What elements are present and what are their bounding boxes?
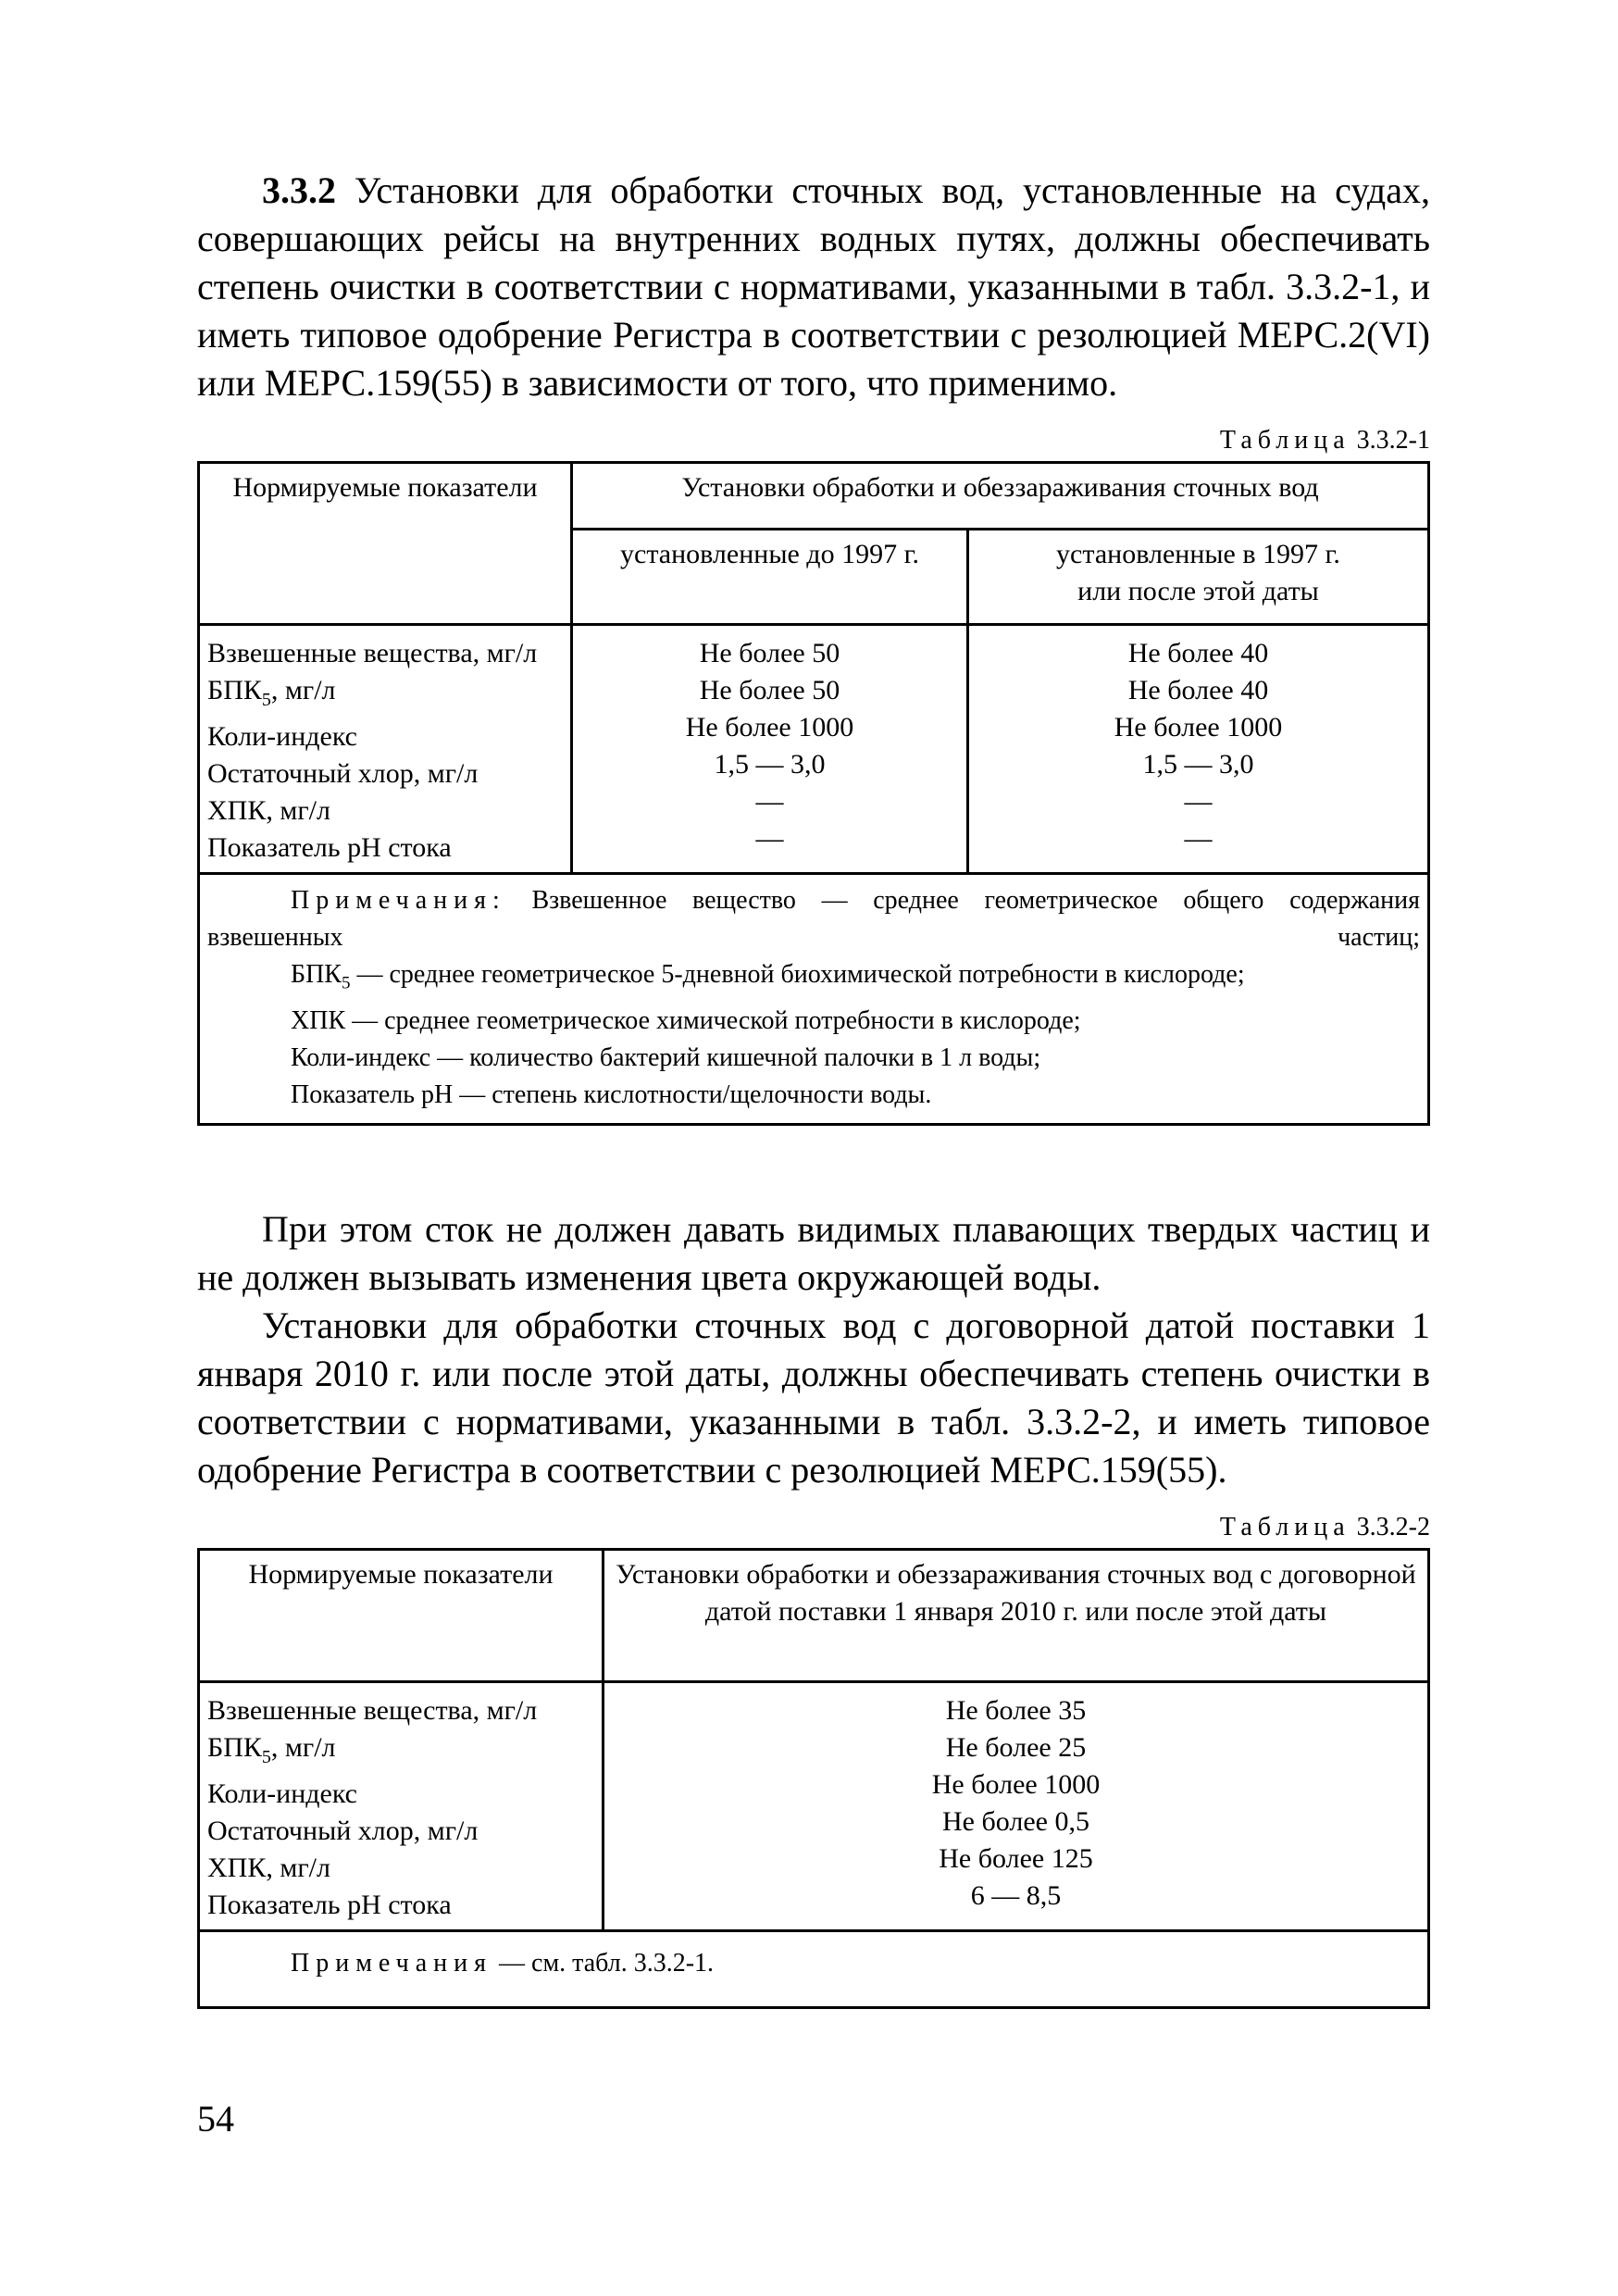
table1-after-1997-cell	[968, 625, 1429, 874]
table2-notes	[199, 1930, 1429, 2007]
table1-param: ХПК, мг/л	[207, 795, 330, 826]
document-page	[197, 167, 1430, 2009]
table1-param: Коли-индекс	[207, 721, 357, 752]
table2-value: Не более 35	[945, 1694, 1087, 1726]
table2-param: ХПК, мг/л	[207, 1852, 330, 1883]
table2-param-main: БПК	[207, 1731, 262, 1763]
table1-col1-header: Нормируемые показатели	[199, 463, 572, 625]
table1-col3-header	[968, 530, 1429, 625]
table1-caption-word: Таблица	[1219, 426, 1350, 455]
table1-param	[207, 672, 563, 718]
table1-before-1997-cell	[572, 625, 968, 874]
table1-value: Не более 50	[699, 675, 840, 705]
table1-col3-header-line1: установленные в 1997 г.	[1056, 539, 1340, 569]
table1-value: 1,5 — 3,0	[714, 749, 826, 780]
table1-param-tail: , мг/л	[270, 675, 336, 705]
table1-note-first-text: Взвешенное вещество — среднее геометрическое общего содержания взвешенных частиц;	[207, 886, 1420, 952]
table1-note-first	[207, 882, 1420, 956]
table2-param	[207, 1729, 594, 1776]
table2-caption-number: 3.3.2-2	[1356, 1512, 1430, 1541]
table1-params-cell	[199, 625, 572, 874]
table2-note-text: — см. табл. 3.3.2-1.	[492, 1948, 715, 1978]
table2-param: Остаточный хлор, мг/л	[207, 1815, 479, 1846]
table2-param: Коли-индекс	[207, 1778, 357, 1809]
table2-param: Показатель pH стока	[207, 1889, 452, 1920]
table1-value: Не более 1000	[1114, 712, 1283, 742]
page-number: 54	[197, 2098, 234, 2140]
table2-value: 6 — 8,5	[970, 1879, 1062, 1911]
table1-notes	[199, 874, 1429, 1125]
table2-param: Взвешенные вещества, мг/л	[207, 1694, 538, 1726]
table1-note-label: Примечания:	[291, 886, 506, 915]
table2-col1-header: Нормируемые показатели	[199, 1549, 604, 1681]
table1-param-main: БПК	[207, 675, 262, 705]
table2-value: Не более 1000	[931, 1768, 1101, 1800]
table2-note-label: Примечания	[291, 1948, 493, 1978]
table1-note-coli: Коли-индекс — количество бактерий кишечной палочки в 1 л воды;	[291, 1042, 1041, 1072]
spacer	[197, 1126, 1430, 1205]
table1-group-header: Установки обработки и обеззараживания сточных вод	[572, 463, 1429, 530]
paragraph-effluent: При этом сток не должен давать видимых плавающих твердых частиц и не должен вызывать изменения цвета окружающей воды.	[197, 1207, 1430, 1298]
table1-note-bpk-subscript: 5	[341, 973, 351, 993]
table1-note-bpk	[207, 956, 1420, 1003]
section-paragraph-3-3-2	[197, 167, 1430, 407]
table1-col2-header: установленные до 1997 г.	[572, 530, 968, 625]
table1-value: Не более 1000	[685, 712, 854, 742]
table2-values-cell	[604, 1681, 1429, 1930]
table2-caption-word: Таблица	[1219, 1512, 1350, 1541]
table1-value: —	[1184, 823, 1213, 854]
table1-value: Не более 50	[699, 638, 840, 668]
table1-value: —	[1184, 786, 1213, 817]
table1-param-subscript: 5	[261, 690, 271, 710]
table2-value: Не более 25	[945, 1731, 1087, 1763]
table2-caption	[197, 1513, 1430, 1542]
table2-value: Не более 0,5	[942, 1805, 1089, 1837]
table1-value: Не более 40	[1127, 675, 1269, 705]
table1-value: Не более 40	[1127, 638, 1269, 668]
table1-value: —	[755, 786, 784, 817]
table1-note-bpk-main: БПК	[291, 960, 342, 989]
table1-param: Остаточный хлор, мг/л	[207, 758, 479, 789]
table1-note-hpk: ХПК — среднее геометрическое химической потребности в кислороде;	[291, 1005, 1081, 1035]
table1-caption-number: 3.3.2-1	[1356, 426, 1430, 455]
table-3-3-2-1	[197, 461, 1430, 1126]
table2-param-tail: , мг/л	[270, 1731, 336, 1763]
table1-param: Взвешенные вещества, мг/л	[207, 638, 538, 668]
table1-caption	[197, 426, 1430, 455]
table1-value: —	[755, 823, 784, 854]
table1-value: 1,5 — 3,0	[1142, 749, 1254, 780]
table1-col3-header-line2: или после этой даты	[1077, 576, 1319, 606]
section-text: Установки для обработки сточных вод, установленные на судах, совершающих рейсы на внутренних водных путях, должны обеспечивать степень очистки в соответствии с нормативами, указанными в табл. 3.3.2-1, и иметь типовое одобрение Регистра в соответствии с резолюцией МЕРС.2(VI) или МЕРС.159(55) в зависимости от того, что применимо.	[197, 169, 1430, 404]
table1-note-ph: Показатель pH — степень кислотности/щелочности воды.	[291, 1079, 932, 1109]
table2-value: Не более 125	[939, 1842, 1093, 1874]
table1-param: Показатель pH стока	[207, 832, 452, 863]
table1-note-bpk-tail: — среднее геометрическое 5-дневной биохимической потребности в кислороде;	[350, 960, 1245, 989]
table2-param-subscript: 5	[261, 1746, 271, 1767]
section-number: 3.3.2	[262, 169, 336, 211]
table2-col2-header: Установки обработки и обеззараживания сточных вод с договорной датой поставки 1 января 2010 г. или после этой даты	[604, 1549, 1429, 1681]
paragraph-2010: Установки для обработки сточных вод с договорной датой поставки 1 января 2010 г. или после этой даты, должны обеспечивать степень очистки в соответствии с нормативами, указанными в табл. 3.3.2-2, и иметь типовое одобрение Регистра в соответствии с резолюцией МЕРС.159(55).	[197, 1304, 1430, 1491]
table2-params-cell	[199, 1681, 604, 1930]
table-3-3-2-2	[197, 1548, 1430, 2009]
